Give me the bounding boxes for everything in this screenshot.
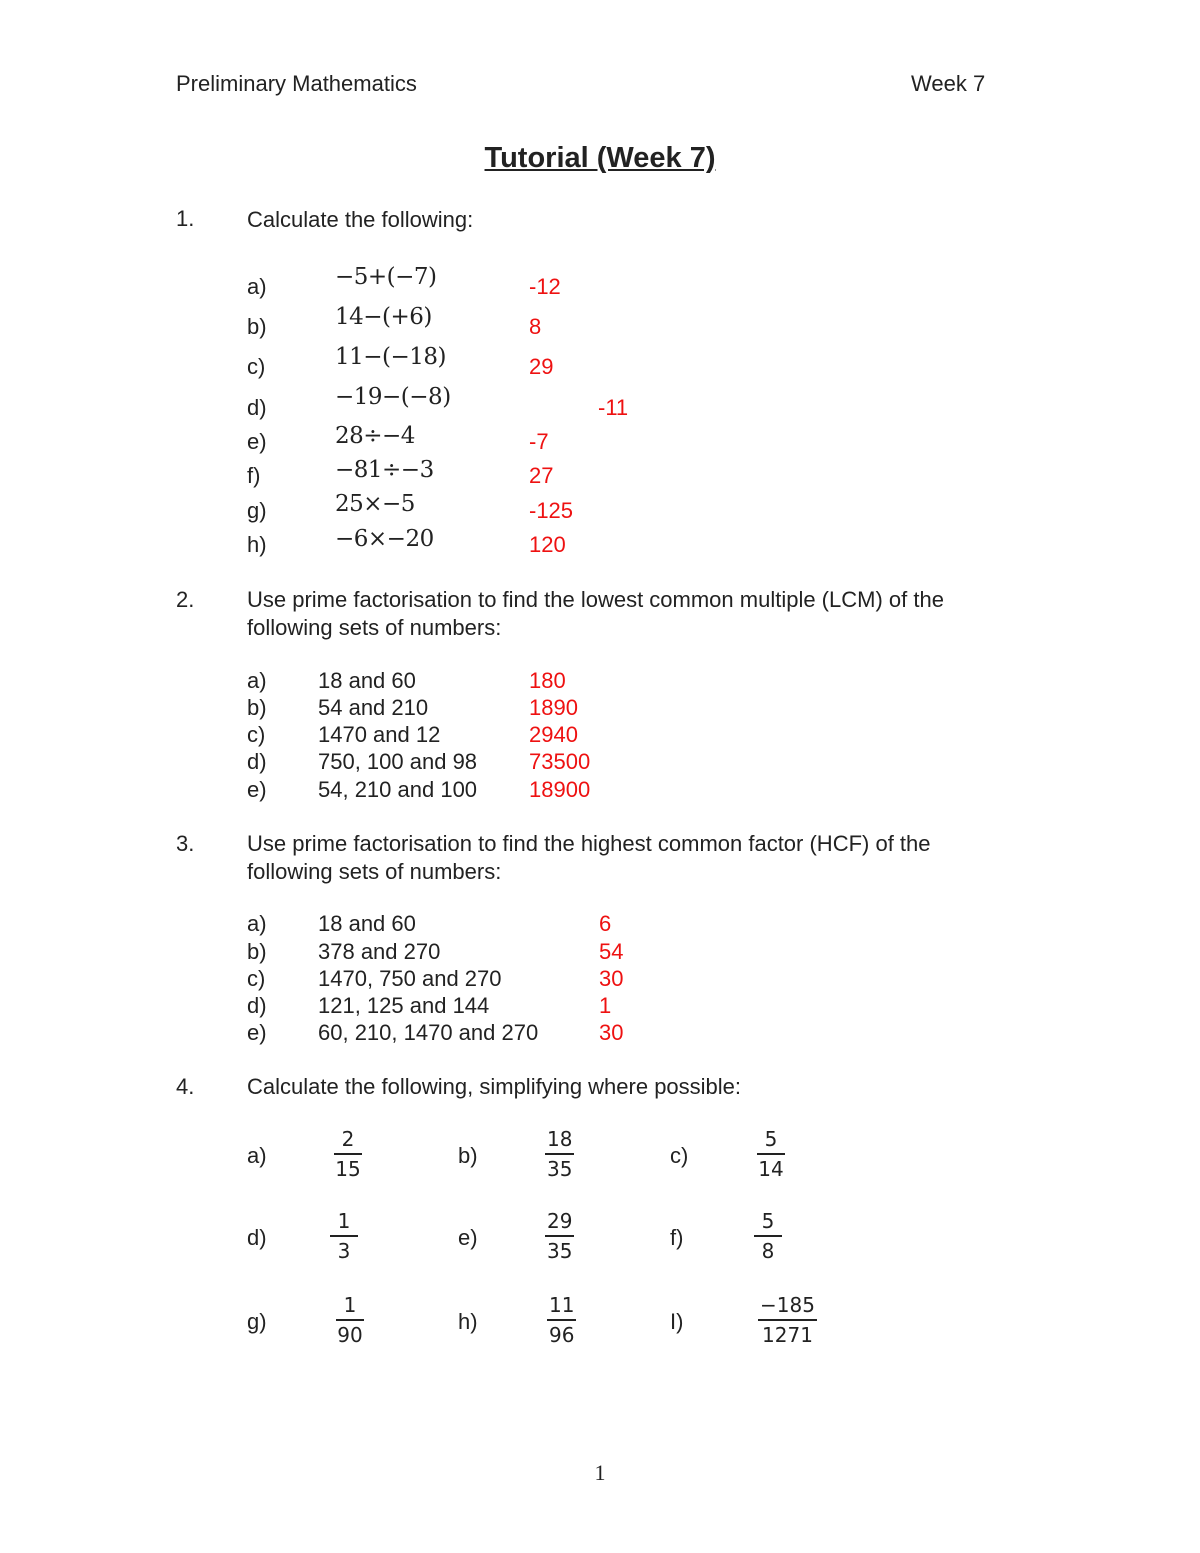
item-answer: 73500: [529, 749, 591, 774]
fraction-denominator: 8: [761, 1239, 775, 1263]
question-text: Use prime factorisation to find the lowest common multiple (LCM) of the following sets of numbers:: [247, 587, 944, 640]
fraction-numerator: 5: [754, 1209, 782, 1237]
item-label: c): [247, 354, 266, 379]
question-text: Calculate the following:: [247, 207, 474, 232]
fraction: [330, 1209, 358, 1263]
item-label: a): [247, 274, 267, 299]
question-number: 1.: [176, 206, 195, 231]
item-answer: -125: [529, 498, 574, 523]
fraction: [754, 1209, 782, 1263]
item-expression: 11−(−18): [335, 344, 447, 370]
item-label: e): [247, 777, 267, 802]
item-numbers: 18 and 60: [318, 668, 416, 693]
item-label: e): [247, 1020, 267, 1045]
fraction-label: c): [670, 1143, 689, 1168]
item-numbers: 121, 125 and 144: [318, 993, 490, 1018]
item-expression: −19−(−8): [335, 384, 451, 410]
fraction: [757, 1127, 785, 1181]
item-expression: −5+(−7): [335, 264, 437, 290]
question-text: Calculate the following, simplifying where possible:: [247, 1074, 742, 1099]
item-numbers: 1470, 750 and 270: [318, 966, 502, 991]
item-answer: 30: [599, 966, 624, 991]
fraction-numerator: 29: [545, 1209, 574, 1237]
fraction: [547, 1293, 576, 1347]
item-answer: 54: [599, 939, 624, 964]
item-label: d): [247, 395, 267, 420]
fraction-label: b): [458, 1143, 478, 1168]
fraction-label: a): [247, 1143, 267, 1168]
fraction-denominator: 3: [337, 1239, 351, 1263]
header-week: Week 7: [911, 71, 986, 96]
item-label: a): [247, 911, 267, 936]
item-answer: 30: [599, 1020, 624, 1045]
fraction-denominator: 35: [547, 1157, 573, 1181]
header-course-title: Preliminary Mathematics: [176, 71, 417, 96]
item-answer: -11: [598, 395, 629, 420]
item-answer: 1: [599, 993, 612, 1018]
item-expression: −81÷−3: [335, 457, 434, 483]
item-expression: 28÷−4: [335, 423, 415, 449]
item-answer: -7: [529, 429, 549, 454]
fraction-numerator: 5: [757, 1127, 785, 1155]
page-number: 1: [594, 1460, 606, 1485]
fraction-numerator: 2: [334, 1127, 362, 1155]
item-label: h): [247, 532, 267, 557]
item-answer: 18900: [529, 777, 591, 802]
item-label: a): [247, 668, 267, 693]
fraction-numerator: −185: [758, 1293, 817, 1321]
fraction-label: e): [458, 1225, 478, 1250]
item-numbers: 750, 100 and 98: [318, 749, 478, 774]
fraction: [758, 1293, 817, 1347]
item-label: b): [247, 695, 267, 720]
fraction: [336, 1293, 364, 1347]
item-label: d): [247, 749, 267, 774]
item-expression: 25×−5: [335, 491, 415, 517]
item-answer: 29: [529, 354, 554, 379]
item-numbers: 378 and 270: [318, 939, 441, 964]
item-label: b): [247, 314, 267, 339]
fraction-denominator: 1271: [762, 1323, 813, 1347]
item-answer: 120: [529, 532, 566, 557]
item-numbers: 18 and 60: [318, 911, 416, 936]
item-answer: -12: [529, 274, 561, 299]
fraction: [545, 1127, 574, 1181]
item-numbers: 1470 and 12: [318, 722, 441, 747]
question-number: 2.: [176, 587, 195, 612]
item-label: c): [247, 722, 266, 747]
item-label: g): [247, 498, 267, 523]
question-number: 3.: [176, 831, 195, 856]
fraction-denominator: 15: [335, 1157, 361, 1181]
item-label: c): [247, 966, 266, 991]
item-answer: 6: [599, 911, 612, 936]
item-answer: 1890: [529, 695, 578, 720]
question-text: Use prime factorisation to find the highest common factor (HCF) of the following sets of numbers:: [247, 831, 931, 884]
fraction-numerator: 18: [545, 1127, 574, 1155]
item-label: f): [247, 463, 261, 488]
fraction-label: d): [247, 1225, 267, 1250]
question-number: 4.: [176, 1074, 195, 1099]
fraction: [545, 1209, 574, 1263]
fraction-label: g): [247, 1309, 267, 1334]
fraction-label: f): [670, 1225, 684, 1250]
item-answer: 27: [529, 463, 554, 488]
page-title: Tutorial (Week 7): [484, 142, 716, 174]
fraction-denominator: 96: [549, 1323, 575, 1347]
fraction-denominator: 14: [758, 1157, 784, 1181]
item-answer: 2940: [529, 722, 578, 747]
item-label: b): [247, 939, 267, 964]
item-label: e): [247, 429, 267, 454]
fraction-denominator: 90: [337, 1323, 363, 1347]
fraction-numerator: 1: [330, 1209, 358, 1237]
item-expression: 14−(+6): [335, 304, 432, 330]
fraction-numerator: 1: [336, 1293, 364, 1321]
item-answer: 8: [529, 314, 542, 339]
item-answer: 180: [529, 668, 566, 693]
item-label: d): [247, 993, 267, 1018]
fraction-label: h): [458, 1309, 478, 1334]
fraction: [334, 1127, 362, 1181]
fraction-label: I): [670, 1309, 684, 1334]
item-numbers: 54 and 210: [318, 695, 429, 720]
item-numbers: 54, 210 and 100: [318, 777, 478, 802]
fraction-numerator: 11: [547, 1293, 576, 1321]
item-numbers: 60, 210, 1470 and 270: [318, 1020, 539, 1045]
fraction-denominator: 35: [547, 1239, 573, 1263]
item-expression: −6×−20: [335, 526, 434, 552]
